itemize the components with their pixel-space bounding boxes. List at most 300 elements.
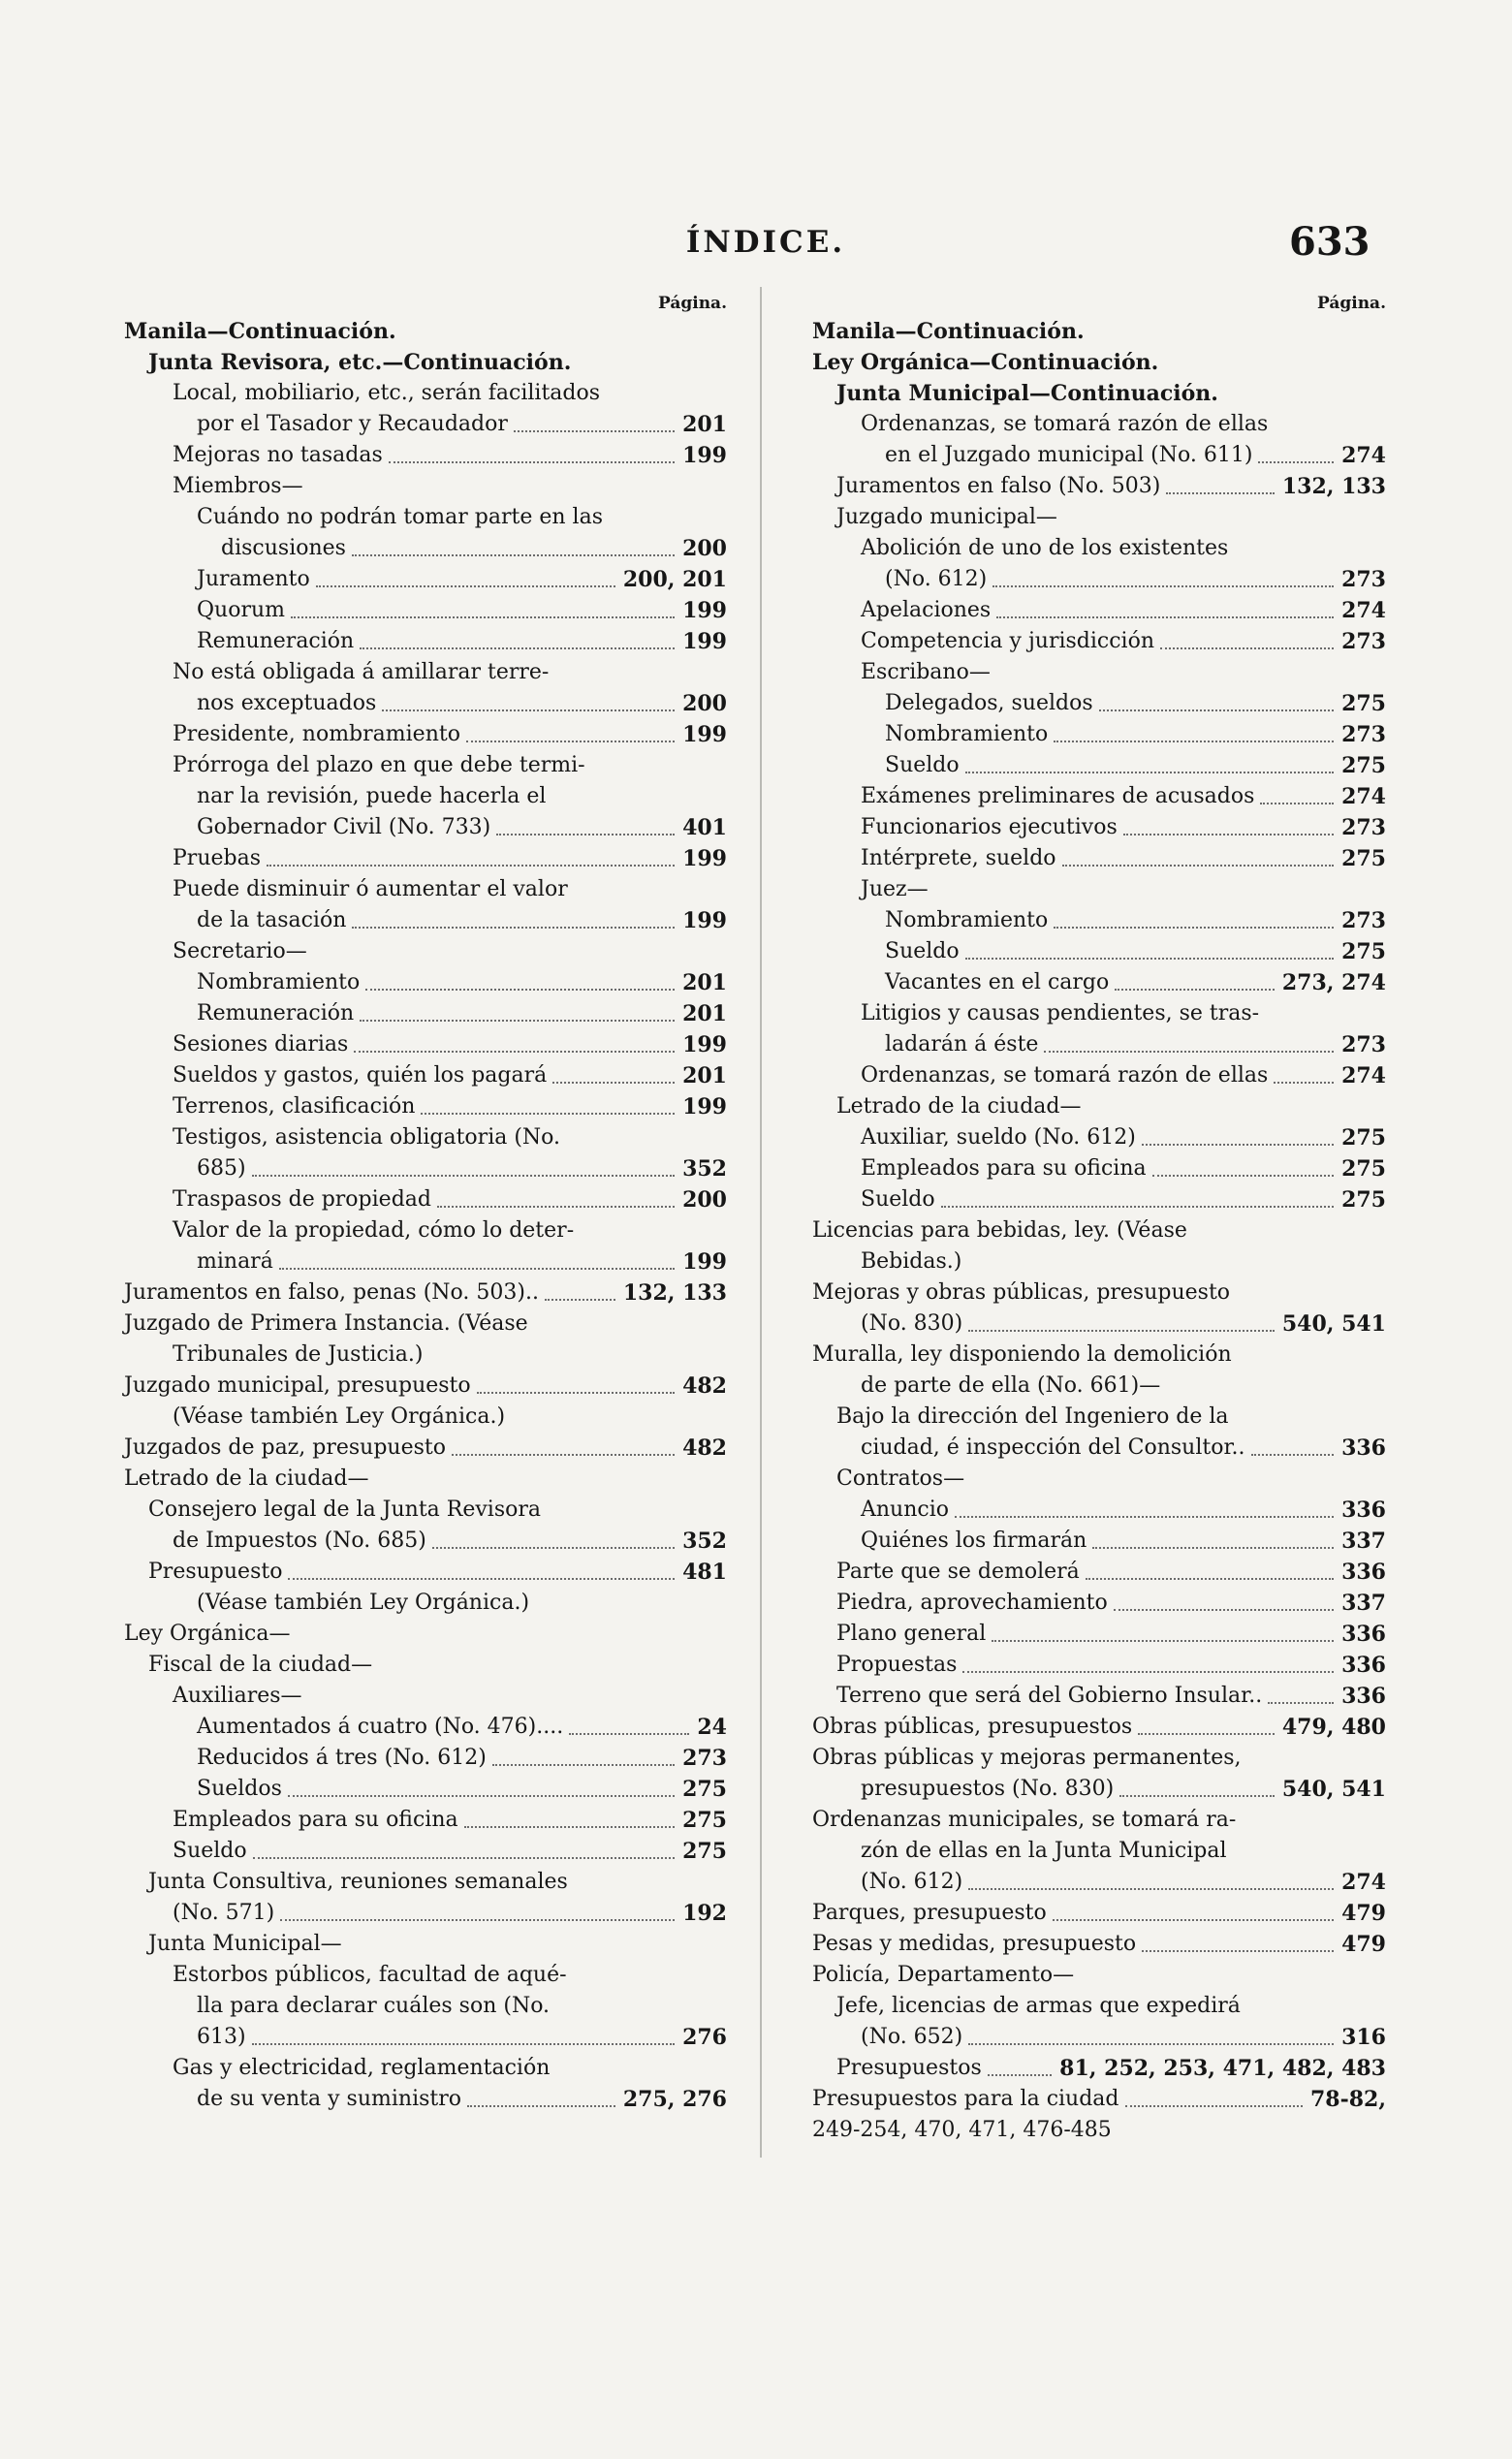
- index-entry: [812, 688, 1386, 719]
- index-entry: [812, 1929, 1386, 1960]
- entry-text: Mejoras y obras públicas, presupuesto: [812, 1280, 1231, 1305]
- entry-page-ref: 336: [1341, 1497, 1386, 1523]
- dot-leader: [1044, 1051, 1334, 1053]
- entry-page-ref: 24: [697, 1715, 727, 1740]
- entry-page-ref: 274: [1341, 784, 1386, 809]
- entry-text: Pesas y medidas, presupuesto: [812, 1932, 1137, 1956]
- entry-text: Fiscal de la ciudad—: [148, 1653, 373, 1677]
- entry-page-ref: 352: [682, 1156, 727, 1182]
- index-entry: [124, 1402, 727, 1433]
- dot-leader: [988, 2074, 1052, 2076]
- index-entry: [124, 1153, 727, 1184]
- entry-text: Manila—Continuación.: [812, 319, 1085, 344]
- index-entry: [124, 1743, 727, 1774]
- index-entry: [812, 1774, 1386, 1805]
- dot-leader: [354, 1051, 675, 1053]
- index-entry: [124, 564, 727, 595]
- dot-leader: [452, 1454, 675, 1456]
- dot-leader: [1160, 647, 1334, 649]
- index-entry: [124, 657, 727, 688]
- entry-page-ref: 540, 541: [1281, 1311, 1386, 1337]
- index-entry: [124, 688, 727, 719]
- entry-page-ref: 482: [682, 1373, 727, 1399]
- index-entry: [124, 1371, 727, 1402]
- index-entry: [124, 1805, 727, 1836]
- index-entry: [812, 2053, 1386, 2084]
- entry-text: Consejero legal de la Junta Revisora: [148, 1497, 542, 1522]
- index-entry: [124, 2084, 727, 2115]
- entry-text: Remuneración: [197, 629, 355, 653]
- dot-leader: [965, 958, 1334, 960]
- dot-leader: [288, 1795, 675, 1797]
- index-entry: [812, 1526, 1386, 1557]
- left-column: [124, 291, 727, 2115]
- entry-text: Ley Orgánica—: [124, 1622, 291, 1646]
- index-entry: [124, 1526, 727, 1557]
- entry-page-ref: 132, 133: [1281, 474, 1386, 499]
- index-entry: [812, 1619, 1386, 1650]
- entry-page-ref: 200: [682, 691, 727, 716]
- dot-leader: [968, 2043, 1334, 2045]
- index-entry: [812, 1402, 1386, 1433]
- entry-page-ref: 275: [682, 1777, 727, 1802]
- entry-page-ref: 274: [1341, 1870, 1386, 1895]
- index-entry: [812, 1836, 1386, 1867]
- dot-leader: [1053, 1919, 1334, 1921]
- dot-leader: [316, 585, 615, 587]
- entry-text: 613): [197, 2025, 246, 2049]
- entry-text: Presidente, nombramiento: [173, 722, 460, 746]
- dot-leader: [569, 1733, 689, 1735]
- entry-text: Juzgado municipal—: [836, 505, 1057, 529]
- dot-leader: [466, 741, 675, 742]
- index-entry: [124, 874, 727, 905]
- entry-text: Juramentos en falso (No. 503): [836, 474, 1161, 498]
- dot-leader: [352, 927, 675, 929]
- entry-page-ref: 275: [1341, 939, 1386, 964]
- entry-text: Juramentos en falso, penas (No. 503)..: [124, 1280, 539, 1305]
- dot-leader: [1114, 1609, 1334, 1611]
- entry-text: minará: [197, 1249, 273, 1274]
- dot-leader: [992, 585, 1334, 587]
- entry-text: Terreno que será del Gobierno Insular..: [836, 1684, 1263, 1708]
- dot-leader: [962, 1671, 1334, 1673]
- entry-page-ref: 336: [1341, 1684, 1386, 1709]
- entry-text: Nombramiento: [885, 722, 1049, 746]
- entry-text: Auxiliares—: [173, 1684, 302, 1708]
- index-entry: [124, 1991, 727, 2022]
- dot-leader: [437, 1206, 675, 1208]
- entry-page-ref: 199: [682, 598, 727, 623]
- entry-text: Obras públicas, presupuestos: [812, 1715, 1133, 1739]
- entry-text: Contratos—: [836, 1466, 965, 1491]
- entry-page-ref: 275: [1341, 1156, 1386, 1182]
- index-entry: [812, 1308, 1386, 1340]
- index-entry: [124, 719, 727, 750]
- index-entry: [124, 1495, 727, 1526]
- entry-page-ref: 201: [682, 412, 727, 437]
- dot-leader: [1115, 989, 1275, 991]
- index-entry: [812, 1650, 1386, 1681]
- entry-text: Escribano—: [861, 660, 991, 684]
- entry-text: Competencia y jurisdicción: [861, 629, 1155, 653]
- index-entry: [124, 1681, 727, 1712]
- entry-page-ref: 274: [1341, 443, 1386, 468]
- index-entry: [124, 1091, 727, 1122]
- entry-page-ref: 273: [1341, 908, 1386, 933]
- entry-text: Juramento: [197, 567, 310, 591]
- entry-page-ref: 273: [1341, 1032, 1386, 1057]
- index-entry: [124, 843, 727, 874]
- entry-page-ref: 199: [682, 1032, 727, 1057]
- index-entry: [812, 1743, 1386, 1774]
- entry-text: Parques, presupuesto: [812, 1901, 1047, 1925]
- entry-text: Aumentados á cuatro (No. 476)....: [197, 1715, 564, 1739]
- index-entry: [812, 1371, 1386, 1402]
- entry-text: Sesiones diarias: [173, 1032, 349, 1056]
- entry-text: ladarán á éste: [885, 1032, 1039, 1056]
- index-entry: [812, 1898, 1386, 1929]
- index-entry: [124, 2053, 727, 2084]
- entry-text: Sueldo: [885, 939, 960, 963]
- entry-text: Letrado de la ciudad—: [124, 1466, 369, 1491]
- entry-text: Cuándo no podrán tomar parte en las: [197, 505, 603, 529]
- index-entry: [124, 1340, 727, 1371]
- entry-page-ref: 273: [1341, 722, 1386, 747]
- dot-leader: [252, 2043, 675, 2045]
- entry-text: Propuestas: [836, 1653, 958, 1677]
- dot-leader: [941, 1206, 1334, 1208]
- entry-page-ref: 275: [682, 1839, 727, 1864]
- dot-leader: [1062, 865, 1334, 867]
- index-entry: [812, 1184, 1386, 1215]
- index-entry: [812, 2084, 1386, 2115]
- entry-text: Muralla, ley disponiendo la demolición: [812, 1342, 1232, 1367]
- index-entry: [812, 1433, 1386, 1464]
- dot-leader: [545, 1299, 615, 1301]
- entry-page-ref: 275: [1341, 846, 1386, 871]
- entry-page-ref: 352: [682, 1529, 727, 1554]
- dot-leader: [1138, 1733, 1275, 1735]
- dot-leader: [360, 1020, 675, 1022]
- entry-text: Funcionarios ejecutivos: [861, 815, 1118, 839]
- entry-page-ref: 479: [1341, 1932, 1386, 1957]
- index-entry: [812, 905, 1386, 936]
- index-entry: [124, 1246, 727, 1277]
- entry-text: Licencias para bebidas, ley. (Véase: [812, 1218, 1187, 1243]
- index-entry: [812, 812, 1386, 843]
- entry-text: de su venta y suministro: [197, 2087, 461, 2111]
- column-divider: [760, 287, 762, 2158]
- entry-page-ref: 199: [682, 722, 727, 747]
- entry-text: Sueldos: [197, 1777, 282, 1801]
- entry-text: Policía, Departamento—: [812, 1963, 1075, 1987]
- index-entry: [812, 533, 1386, 564]
- index-entry: [124, 1308, 727, 1340]
- entry-text: No está obligada á amillarar terre-: [173, 660, 550, 684]
- entry-text: Quiénes los firmarán: [861, 1529, 1087, 1553]
- index-entry: [812, 1588, 1386, 1619]
- dot-leader: [1260, 803, 1334, 804]
- dot-leader: [1251, 1454, 1334, 1456]
- entry-text: Valor de la propiedad, cómo lo deter-: [173, 1218, 575, 1243]
- entry-page-ref: 275: [682, 1808, 727, 1833]
- index-entry: [124, 595, 727, 626]
- index-entry: [812, 1091, 1386, 1122]
- index-entry: [812, 502, 1386, 533]
- page-column-label: Página.: [658, 294, 727, 313]
- dot-leader: [1166, 492, 1275, 494]
- index-entry: [124, 1557, 727, 1588]
- entry-text: Empleados para su oficina: [173, 1808, 458, 1832]
- index-entry: [124, 812, 727, 843]
- entry-page-ref: 81, 252, 253, 471, 482, 483: [1059, 2056, 1386, 2081]
- entry-text: Apelaciones: [861, 598, 992, 622]
- entry-text: Terrenos, clasificación: [173, 1094, 416, 1119]
- index-entry: [124, 1215, 727, 1246]
- entry-text: nos exceptuados: [197, 691, 377, 715]
- entry-text: Juzgado municipal, presupuesto: [124, 1373, 471, 1398]
- dot-leader: [552, 1082, 675, 1084]
- entry-text: ciudad, é inspección del Consultor..: [861, 1435, 1245, 1460]
- entry-text: Ordenanzas, se tomará razón de ellas: [861, 412, 1269, 436]
- index-entry: [124, 1929, 727, 1960]
- entry-page-ref: 275, 276: [622, 2087, 727, 2112]
- entry-text: Secretario—: [173, 939, 307, 963]
- entry-page-ref: 274: [1341, 598, 1386, 623]
- entry-text: Ordenanzas, se tomará razón de ellas: [861, 1063, 1269, 1088]
- index-entry: [124, 1060, 727, 1091]
- entry-page-ref: 199: [682, 846, 727, 871]
- dot-leader: [467, 2105, 615, 2107]
- entry-text: nar la revisión, puede hacerla el: [197, 784, 547, 808]
- index-entry: [812, 1867, 1386, 1898]
- dot-leader: [360, 647, 675, 649]
- index-entry: [812, 843, 1386, 874]
- dot-leader: [1123, 834, 1334, 835]
- entry-page-ref: 273: [1341, 567, 1386, 592]
- dot-leader: [1268, 1702, 1334, 1704]
- entry-page-ref: 479: [1341, 1901, 1386, 1926]
- index-entry: [812, 347, 1386, 378]
- left-entry-list: [124, 316, 727, 2115]
- entry-text: Litigios y causas pendientes, se tras-: [861, 1001, 1260, 1025]
- entry-text: Local, mobiliario, etc., serán facilitados: [173, 381, 601, 405]
- entry-text: de Impuestos (No. 685): [173, 1529, 426, 1553]
- entry-page-ref: 336: [1341, 1435, 1386, 1461]
- right-column: [812, 291, 1386, 2146]
- index-entry: [812, 1122, 1386, 1153]
- dot-leader: [514, 430, 675, 432]
- index-entry: [812, 564, 1386, 595]
- entry-page-ref: 273: [682, 1746, 727, 1771]
- index-entry: [124, 440, 727, 471]
- entry-text: Delegados, sueldos: [885, 691, 1093, 715]
- index-entry: [812, 998, 1386, 1029]
- index-entry: [812, 1340, 1386, 1371]
- index-entry: [812, 1681, 1386, 1712]
- index-entry: [812, 1712, 1386, 1743]
- entry-page-ref: 201: [682, 970, 727, 995]
- index-entry: [124, 1650, 727, 1681]
- index-entry: [124, 750, 727, 781]
- entry-text: Gas y electricidad, reglamentación: [173, 2056, 551, 2080]
- page-number: 633: [1289, 219, 1370, 265]
- entry-text: Mejoras no tasadas: [173, 443, 383, 467]
- entry-text: Obras públicas y mejoras permanentes,: [812, 1746, 1242, 1770]
- entry-page-ref: 192: [682, 1901, 727, 1926]
- index-entry: [124, 2022, 727, 2053]
- index-entry: [124, 409, 727, 440]
- entry-text: Testigos, asistencia obligatoria (No.: [173, 1125, 561, 1150]
- entry-text: Plano general: [836, 1622, 987, 1646]
- entry-text: Puede disminuir ó aumentar el valor: [173, 877, 568, 901]
- entry-text: Quorum: [197, 598, 285, 622]
- dot-leader: [279, 1268, 675, 1270]
- entry-text: (No. 612): [885, 567, 988, 591]
- index-entry: [812, 657, 1386, 688]
- dot-leader: [1086, 1578, 1334, 1580]
- entry-text: Parte que se demolerá: [836, 1560, 1080, 1584]
- index-entry: [812, 1464, 1386, 1495]
- right-entry-list: [812, 316, 1386, 2146]
- entry-text: Junta Consultiva, reuniones semanales: [148, 1870, 568, 1894]
- entry-page-ref: 200, 201: [622, 567, 727, 592]
- index-entry: [812, 750, 1386, 781]
- entry-text: Juzgados de paz, presupuesto: [124, 1435, 446, 1460]
- index-entry: [812, 626, 1386, 657]
- entry-text: Empleados para su oficina: [861, 1156, 1147, 1181]
- entry-text: presupuestos (No. 830): [861, 1777, 1115, 1801]
- index-entry: [124, 1712, 727, 1743]
- index-entry: [812, 1991, 1386, 2022]
- entry-page-ref: 316: [1341, 2025, 1386, 2050]
- dot-leader: [253, 1857, 675, 1859]
- index-entry: [124, 378, 727, 409]
- index-entry: [812, 471, 1386, 502]
- entry-page-ref: 273: [1341, 815, 1386, 840]
- entry-page-ref: 273, 274: [1281, 970, 1386, 995]
- dot-leader: [1119, 1795, 1275, 1797]
- index-entry: [124, 1029, 727, 1060]
- entry-text: Letrado de la ciudad—: [836, 1094, 1082, 1119]
- index-entry: [124, 1588, 727, 1619]
- index-entry: [812, 781, 1386, 812]
- dot-leader: [1142, 1950, 1334, 1952]
- entry-text: Ordenanzas municipales, se tomará ra-: [812, 1808, 1237, 1832]
- entry-page-ref: 199: [682, 443, 727, 468]
- dot-leader: [464, 1826, 675, 1828]
- dot-leader: [267, 865, 675, 867]
- index-entry: [124, 471, 727, 502]
- dot-leader: [1142, 1144, 1334, 1146]
- dot-leader: [1152, 1175, 1334, 1177]
- index-entry: [812, 2115, 1386, 2146]
- index-entry: [124, 1464, 727, 1495]
- entry-text: Sueldo: [861, 1187, 935, 1212]
- dot-leader: [1054, 927, 1334, 929]
- entry-text: Nombramiento: [197, 970, 361, 994]
- entry-text: (Véase también Ley Orgánica.): [197, 1591, 530, 1615]
- entry-page-ref: 199: [682, 908, 727, 933]
- index-entry: [124, 1960, 727, 1991]
- entry-page-ref: 201: [682, 1001, 727, 1026]
- dot-leader: [389, 461, 675, 463]
- index-entry: [124, 781, 727, 812]
- dot-leader: [1092, 1547, 1334, 1549]
- entry-text: Ley Orgánica—Continuación.: [812, 350, 1159, 375]
- entry-text: Miembros—: [173, 474, 303, 498]
- dot-leader: [477, 1392, 675, 1394]
- dot-leader: [496, 834, 675, 835]
- entry-page-ref: 132, 133: [622, 1280, 727, 1306]
- dot-leader: [1054, 741, 1334, 742]
- entry-text: Presupuestos para la ciudad: [812, 2087, 1119, 2111]
- entry-page-ref: 201: [682, 1063, 727, 1088]
- entry-page-ref: 401: [682, 815, 727, 840]
- entry-page-ref: 200: [682, 536, 727, 561]
- page-title: ÍNDICE.: [685, 225, 846, 260]
- index-entry: [124, 905, 727, 936]
- index-entry: [124, 533, 727, 564]
- dot-leader: [996, 616, 1334, 618]
- entry-page-ref: 275: [1341, 691, 1386, 716]
- dot-leader: [1258, 461, 1334, 463]
- entry-text: Estorbos públicos, facultad de aqué-: [173, 1963, 567, 1987]
- index-entry: [812, 936, 1386, 967]
- index-entry: [812, 1060, 1386, 1091]
- entry-text: Junta Revisora, etc.—Continuación.: [148, 350, 572, 375]
- entry-text: Juzgado de Primera Instancia. (Véase: [124, 1311, 528, 1336]
- entry-page-ref: 274: [1341, 1063, 1386, 1088]
- index-entry: [812, 1805, 1386, 1836]
- index-entry: [124, 1122, 727, 1153]
- entry-text: en el Juzgado municipal (No. 611): [885, 443, 1253, 467]
- entry-text: Pruebas: [173, 846, 261, 870]
- index-entry: [812, 1215, 1386, 1246]
- entry-text: Bebidas.): [861, 1249, 962, 1274]
- entry-page-ref: 275: [1341, 1125, 1386, 1151]
- index-entry: [124, 502, 727, 533]
- entry-text: Exámenes preliminares de acusados: [861, 784, 1255, 808]
- entry-text: Nombramiento: [885, 908, 1049, 932]
- index-entry: [124, 626, 727, 657]
- entry-text: (No. 571): [173, 1901, 275, 1925]
- index-entry: [124, 1184, 727, 1215]
- index-entry: [812, 1246, 1386, 1277]
- dot-leader: [492, 1764, 675, 1766]
- entry-page-ref: 336: [1341, 1653, 1386, 1678]
- entry-text: Gobernador Civil (No. 733): [197, 815, 491, 839]
- index-entry: [812, 316, 1386, 347]
- entry-page-ref: 540, 541: [1281, 1777, 1386, 1802]
- entry-page-ref: 482: [682, 1435, 727, 1461]
- entry-text: Intérprete, sueldo: [861, 846, 1056, 870]
- page-column-label: Página.: [1317, 294, 1386, 313]
- entry-text: Traspasos de propiedad: [173, 1187, 431, 1212]
- dot-leader: [280, 1919, 675, 1921]
- dot-leader: [252, 1175, 675, 1177]
- dot-leader: [288, 1578, 675, 1580]
- entry-text: zón de ellas en la Junta Municipal: [861, 1839, 1227, 1863]
- entry-text: (Véase también Ley Orgánica.): [173, 1404, 506, 1429]
- index-entry: [124, 316, 727, 347]
- index-entry: [124, 936, 727, 967]
- index-entry: [812, 1557, 1386, 1588]
- index-entry: [812, 967, 1386, 998]
- index-entry: [124, 347, 727, 378]
- entry-page-ref: 481: [682, 1560, 727, 1585]
